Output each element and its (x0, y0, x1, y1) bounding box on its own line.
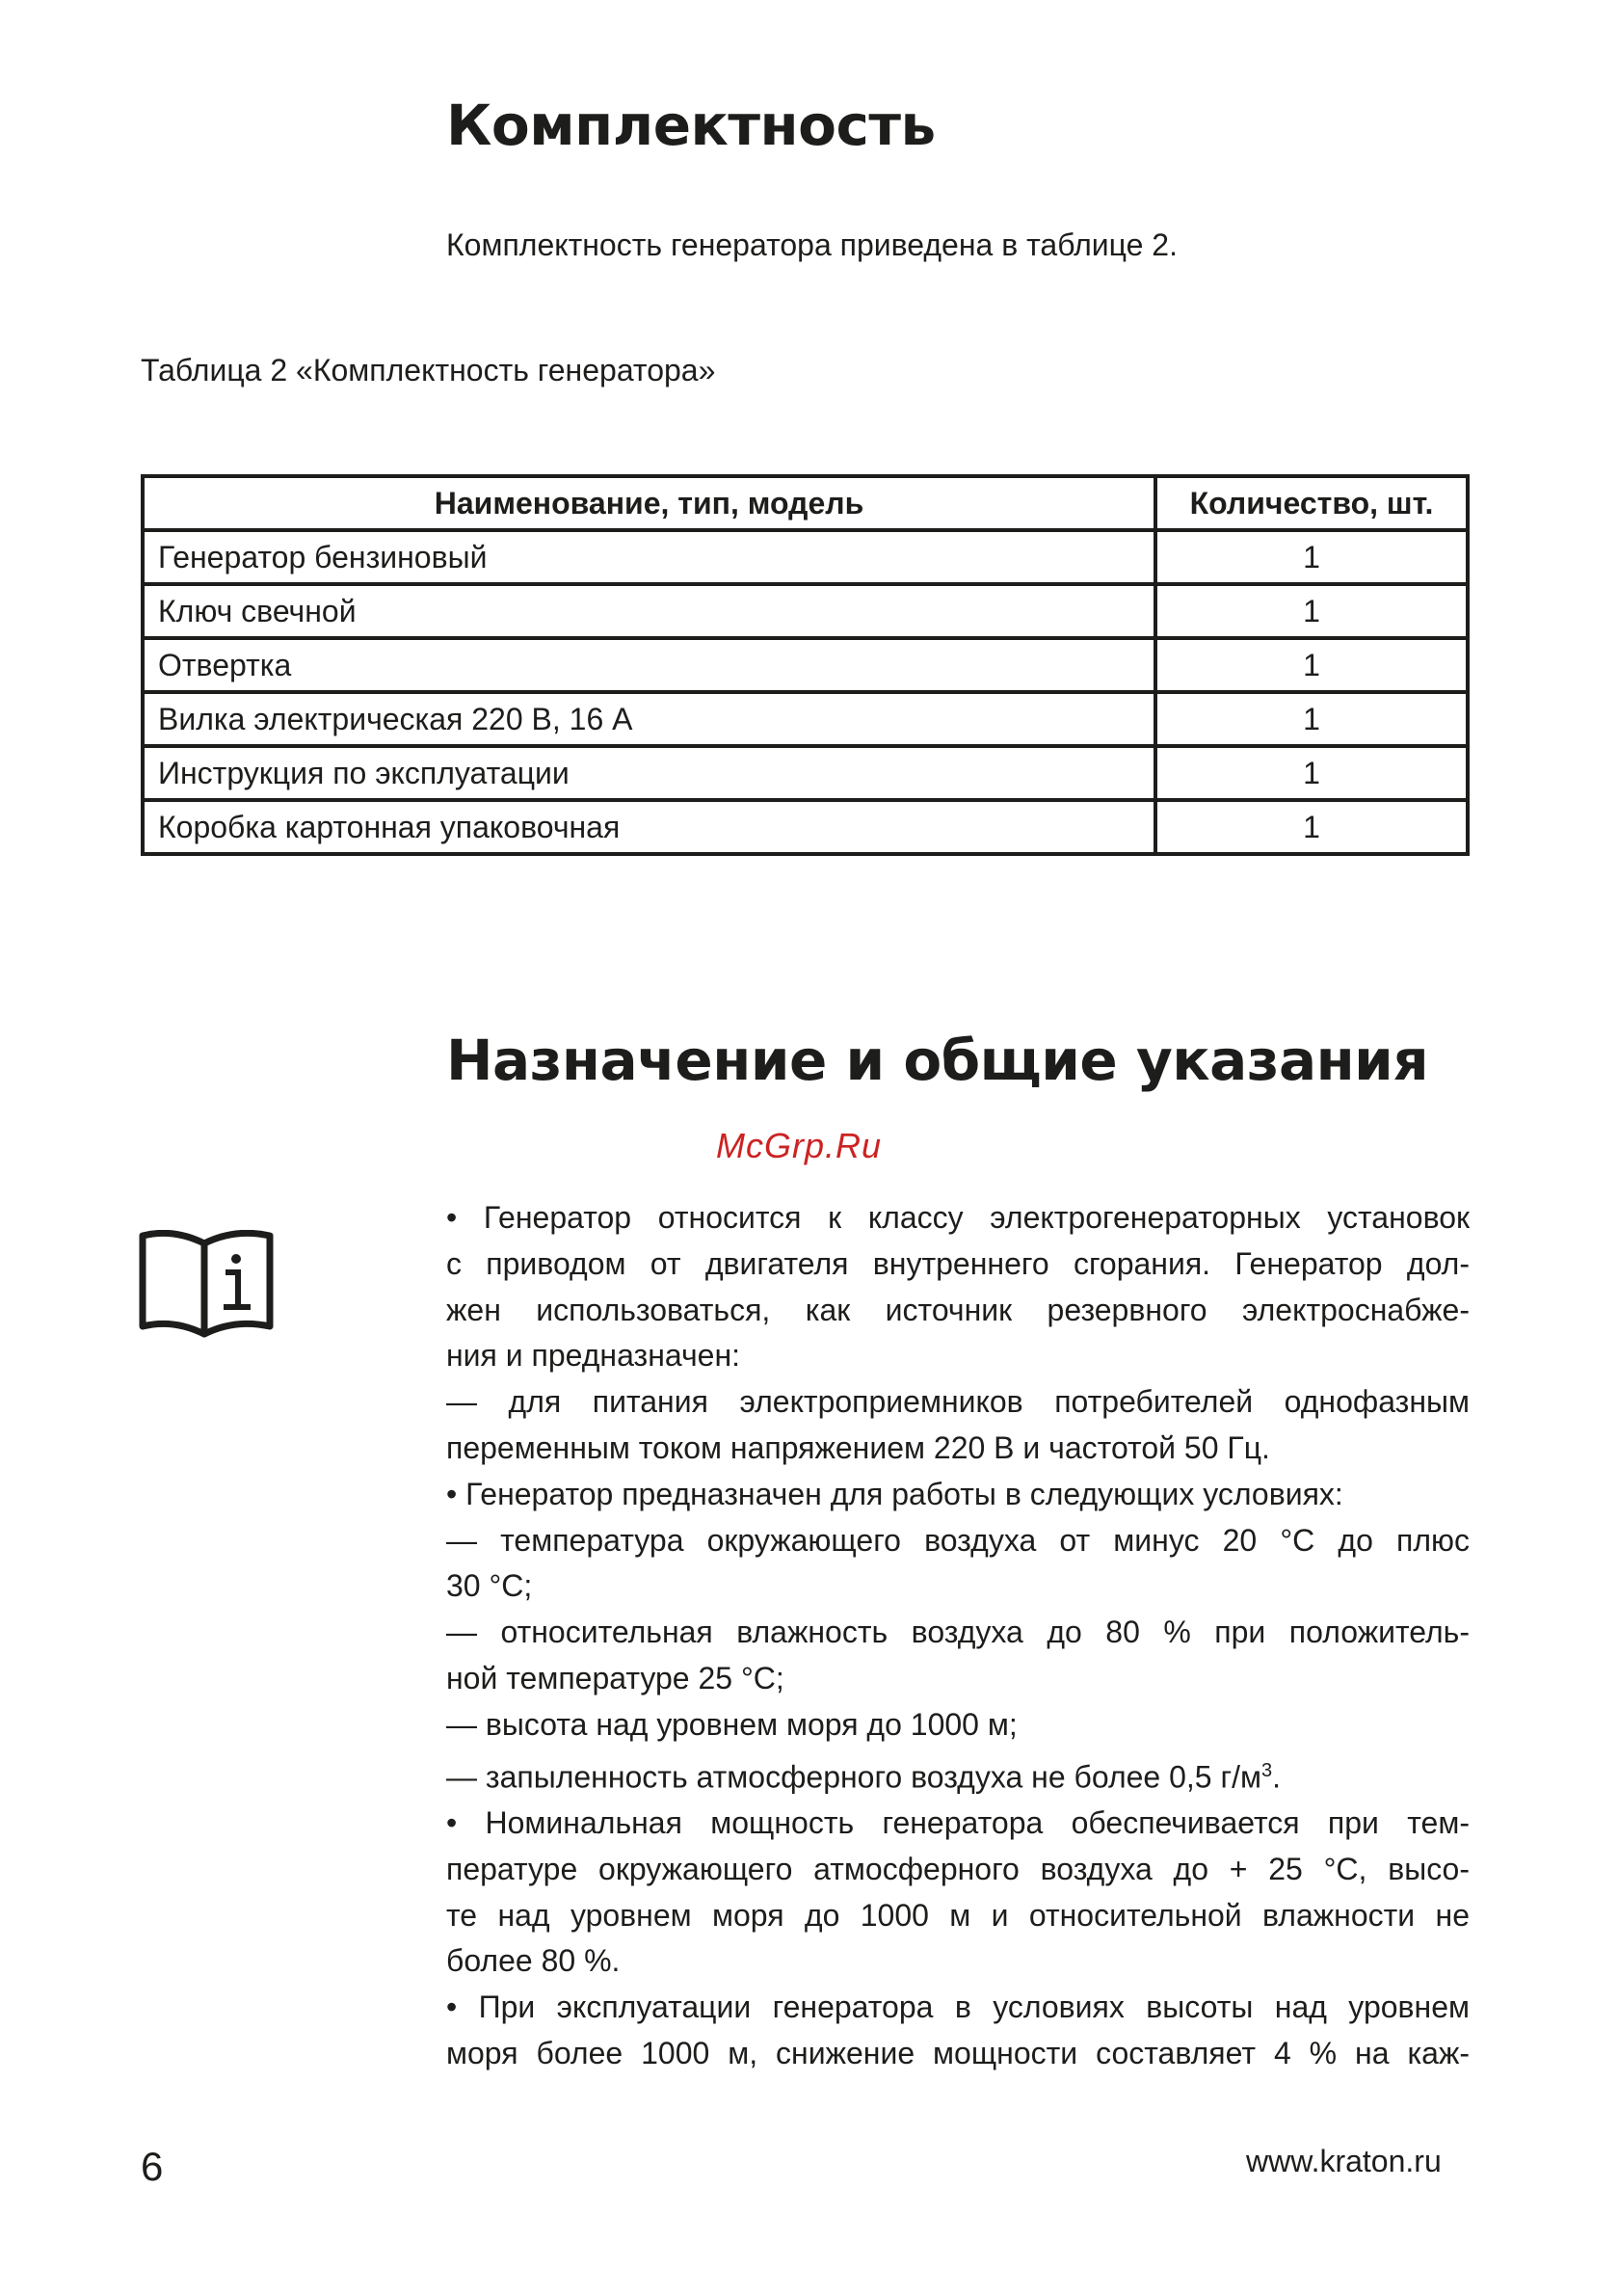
table-row (143, 692, 1468, 746)
table-row (143, 800, 1468, 854)
section-title-purpose: Назначение и общие указания (446, 1028, 1429, 1093)
body-line: • При эксплуатации генератора в условиях высоты над уровнем (446, 1989, 1470, 2025)
body-line: 30 °С; (446, 1568, 533, 1604)
table-row (143, 638, 1468, 692)
item-name: Отвертка (143, 638, 1155, 692)
body-line: те над уровнем моря до 1000 м и относительной влажности не (446, 1897, 1470, 1933)
body-line-dust (446, 1749, 1470, 1801)
body-line: — температура окружающего воздуха от минус 20 °С до плюс (446, 1522, 1470, 1558)
body-line: — высота над уровнем моря до 1000 м; (446, 1706, 1018, 1742)
body-line: с приводом от двигателя внутреннего сгорания. Генератор дол- (446, 1245, 1470, 1281)
superscript: 3 (1261, 1759, 1273, 1781)
line-end-period: . (1272, 1759, 1282, 1795)
table-header-row (143, 476, 1468, 530)
item-quantity: 1 (1155, 746, 1468, 800)
item-quantity: 1 (1155, 530, 1468, 584)
section-title-completeness: Комплектность (446, 93, 936, 158)
website-link[interactable]: www.kraton.ru (1246, 2144, 1442, 2178)
item-quantity: 1 (1155, 638, 1468, 692)
body-line: • Генератор относится к классу электрогенераторных установок (446, 1200, 1470, 1235)
body-line: жен использоваться, как источник резервного электроснабже- (446, 1292, 1470, 1327)
body-line: ной температуре 25 °С; (446, 1660, 784, 1695)
item-quantity: 1 (1155, 692, 1468, 746)
item-name: Ключ свечной (143, 584, 1155, 638)
table-row (143, 746, 1468, 800)
body-line: моря более 1000 м, снижение мощности составляет 4 % на каж- (446, 2036, 1470, 2070)
completeness-table (141, 474, 1470, 856)
table-row (143, 530, 1468, 584)
body-line: — для питания электроприемников потребителей однофазным (446, 1384, 1470, 1420)
page-number: 6 (141, 2144, 164, 2189)
body-line: — относительная влажность воздуха до 80 % при положитель- (446, 1615, 1470, 1650)
header-name: Наименование, тип, модель (143, 476, 1155, 530)
item-name: Вилка электрическая 220 В, 16 А (143, 692, 1155, 746)
item-name: Инструкция по эксплуатации (143, 746, 1155, 800)
manual-info-icon (139, 1230, 274, 1342)
intro-text: Комплектность генератора приведена в таблице 2. (446, 227, 1178, 262)
purpose-body (446, 1195, 1470, 2077)
item-quantity: 1 (1155, 800, 1468, 854)
body-line: переменным током напряжением 220 В и частотой 50 Гц. (446, 1429, 1270, 1465)
body-line: пературе окружающего атмосферного воздуха до + 25 °С, высо- (446, 1851, 1470, 1886)
table-row (143, 584, 1468, 638)
item-name: Коробка картонная упаковочная (143, 800, 1155, 854)
table-caption: Таблица 2 «Комплектность генератора» (141, 353, 716, 387)
item-name: Генератор бензиновый (143, 530, 1155, 584)
item-quantity: 1 (1155, 584, 1468, 638)
body-line: ния и предназначен: (446, 1338, 740, 1374)
body-line: более 80 %. (446, 1943, 621, 1979)
header-quantity: Количество, шт. (1155, 476, 1468, 530)
body-line: • Номинальная мощность генератора обеспечивается при тем- (446, 1805, 1470, 1841)
body-line-text: — запыленность атмосферного воздуха не более 0,5 г/м (446, 1759, 1262, 1795)
watermark: McGrp.Ru (716, 1126, 883, 1165)
body-line: • Генератор предназначен для работы в следующих условиях: (446, 1476, 1343, 1511)
